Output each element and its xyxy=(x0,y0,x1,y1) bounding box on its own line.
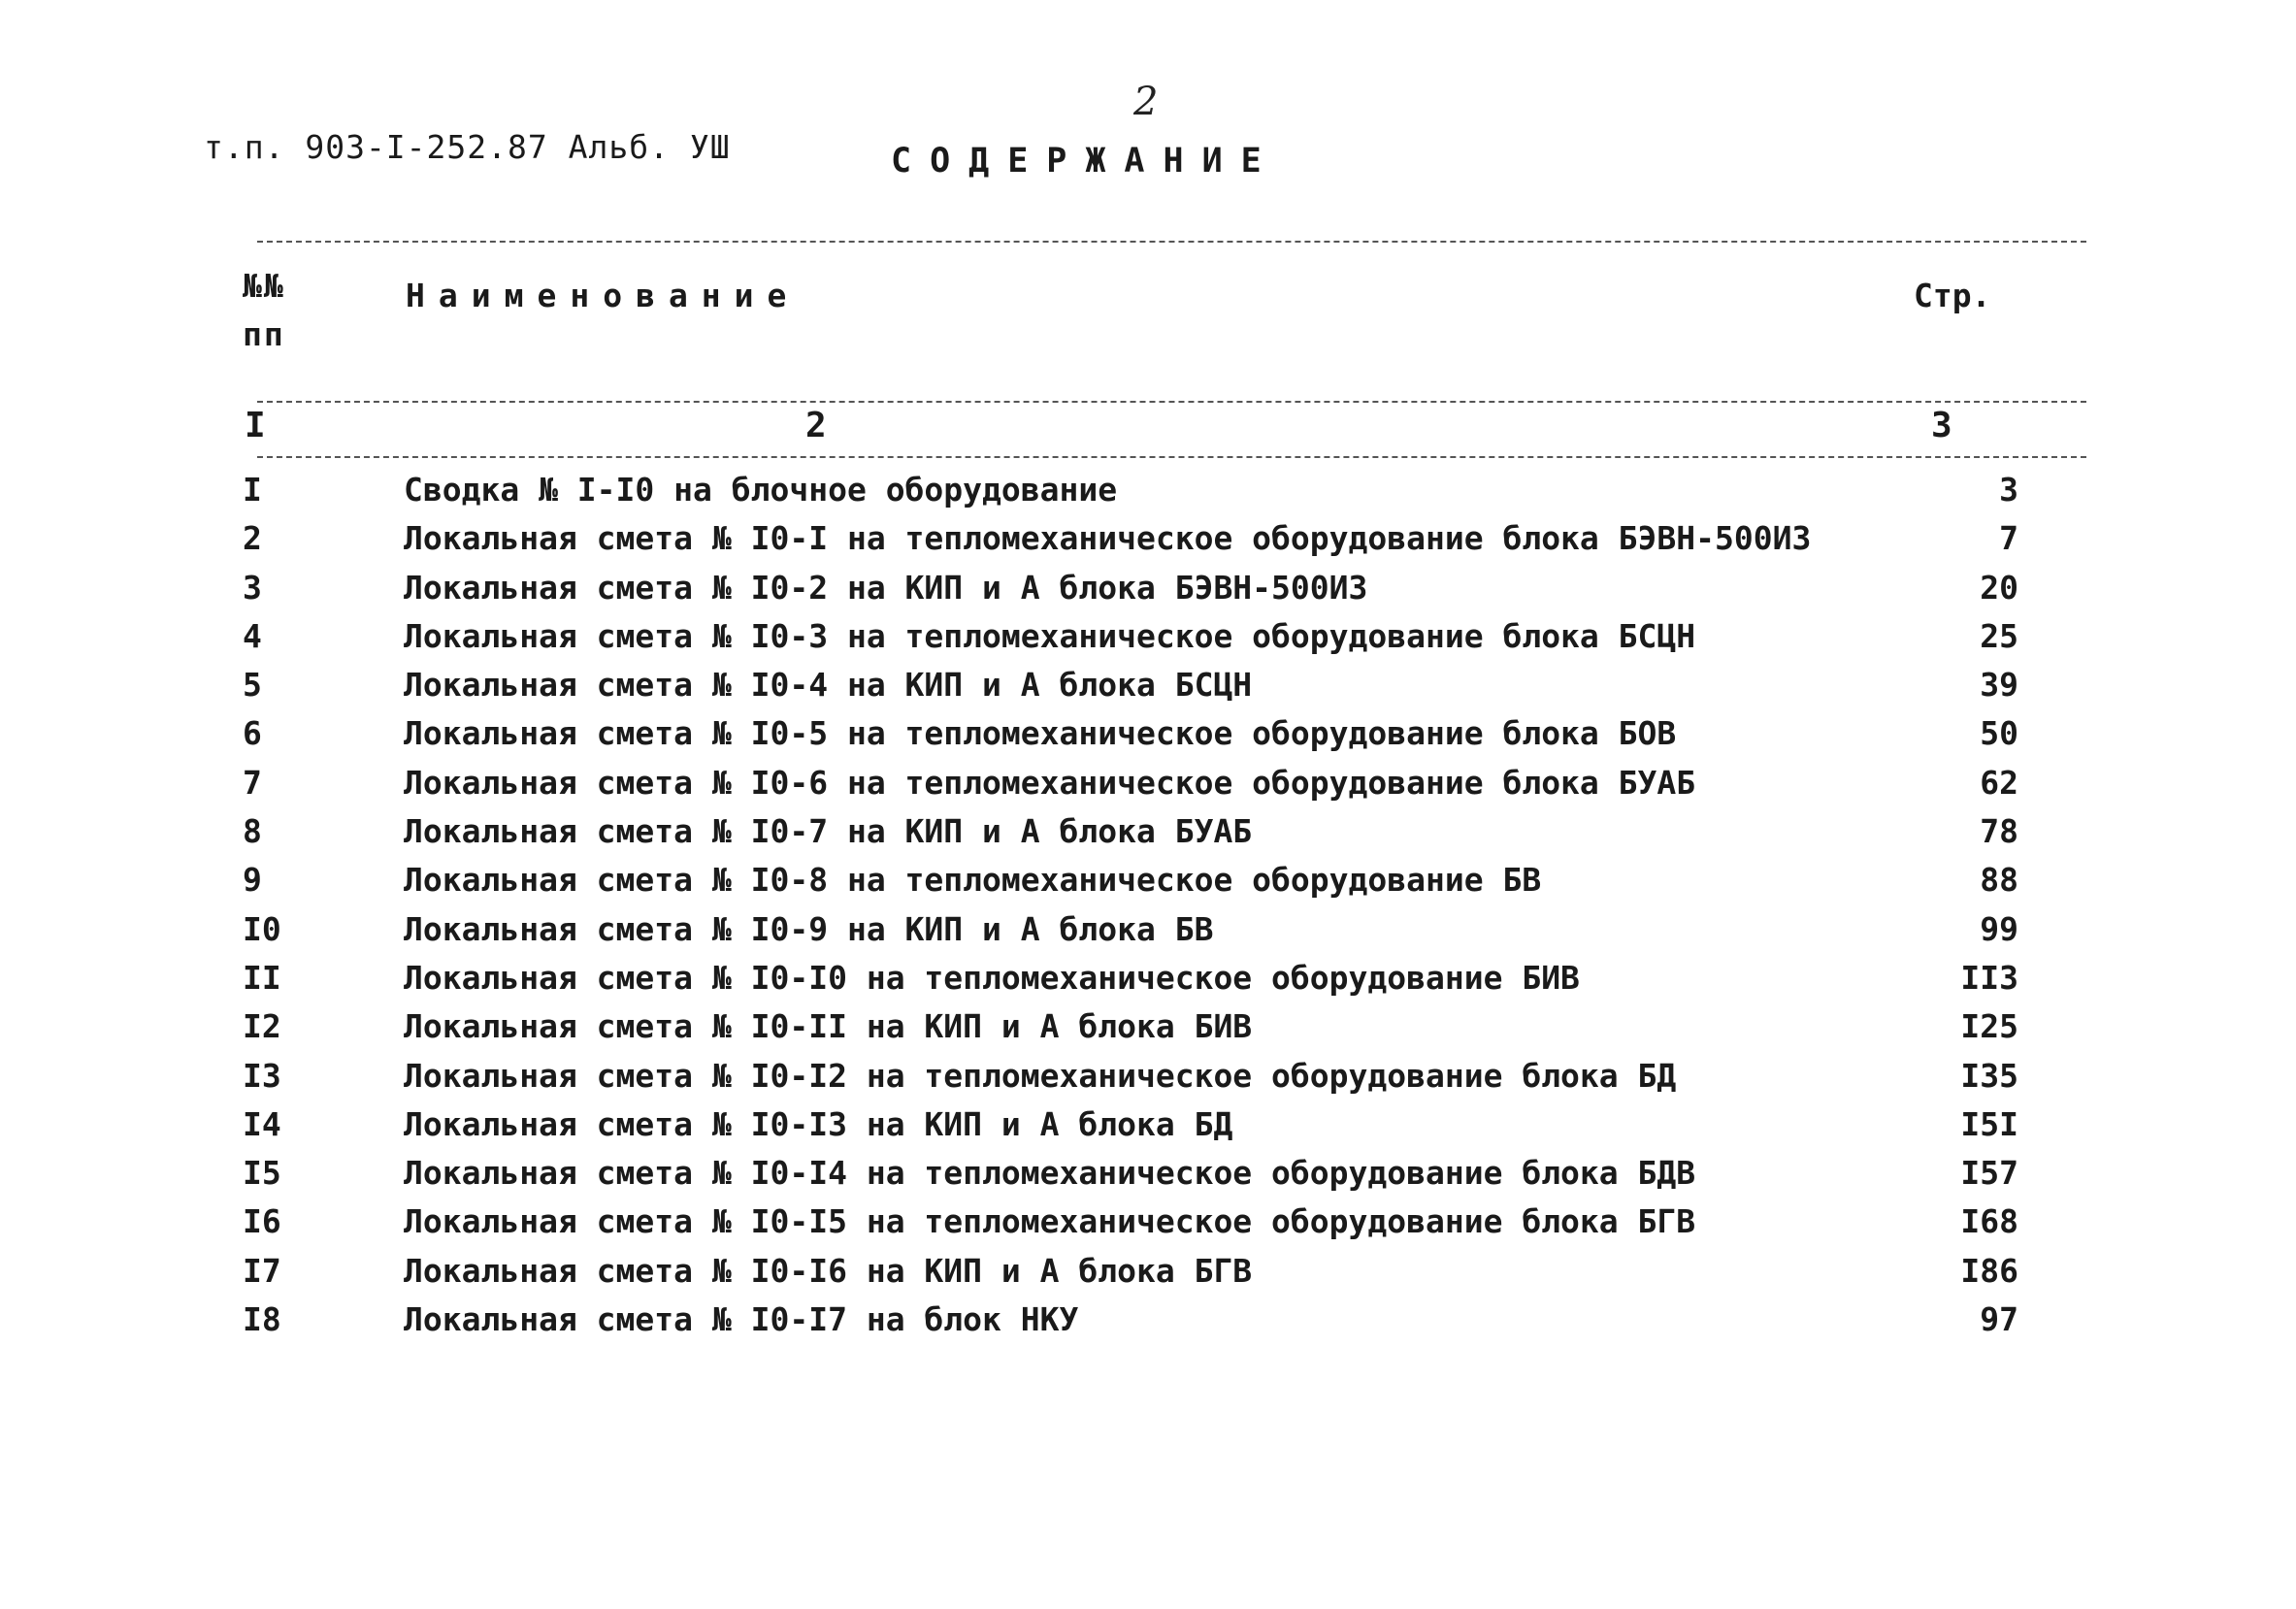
row-page: 50 xyxy=(1980,714,2018,753)
column-number-1: I xyxy=(245,406,266,445)
contents-list xyxy=(243,466,2018,1344)
row-page: 7 xyxy=(1999,519,2018,558)
row-page: I86 xyxy=(1960,1251,2018,1290)
table-row xyxy=(243,466,2018,514)
column-number-3: 3 xyxy=(1931,406,1952,445)
row-title: Локальная смета № I0-I5 на тепломеханическое оборудование блока БГВ xyxy=(404,1202,1696,1241)
row-page: I35 xyxy=(1960,1056,2018,1095)
table-row xyxy=(243,759,2018,807)
column-number-2: 2 xyxy=(805,406,827,445)
row-title: Локальная смета № I0-6 на тепломеханическое оборудование блока БУАБ xyxy=(404,763,1696,802)
row-number: 3 xyxy=(243,568,262,607)
column-numbers-rule xyxy=(257,456,2086,458)
header-bottom-rule xyxy=(257,401,2086,403)
table-row xyxy=(243,1198,2018,1246)
table-row xyxy=(243,954,2018,1002)
row-title: Локальная смета № I0-II на КИП и А блока БИВ xyxy=(404,1007,1253,1046)
row-page: 88 xyxy=(1980,861,2018,900)
row-title: Локальная смета № I0-I7 на блок НКУ xyxy=(404,1300,1079,1339)
row-number: I7 xyxy=(243,1251,281,1290)
table-row xyxy=(243,514,2018,563)
table-row xyxy=(243,564,2018,612)
row-page: I25 xyxy=(1960,1007,2018,1046)
table-row xyxy=(243,905,2018,954)
row-number: 4 xyxy=(243,616,262,655)
row-page: 97 xyxy=(1980,1300,2018,1339)
row-number: I4 xyxy=(243,1104,281,1143)
row-title: Локальная смета № I0-I на тепломеханическое оборудование блока БЭВН-500ИЗ xyxy=(404,519,1812,558)
row-number: I2 xyxy=(243,1007,281,1046)
table-row xyxy=(243,1052,2018,1100)
row-page: 20 xyxy=(1980,568,2018,607)
row-title: Локальная смета № I0-4 на КИП и А блока БСЦН xyxy=(404,666,1253,705)
row-number: I0 xyxy=(243,909,281,948)
table-row xyxy=(243,709,2018,758)
row-page: 99 xyxy=(1980,909,2018,948)
row-title: Локальная смета № I0-7 на КИП и А блока БУАБ xyxy=(404,812,1253,851)
row-title: Локальная смета № I0-9 на КИП и А блока БВ xyxy=(404,909,1214,948)
row-title: Локальная смета № I0-I0 на тепломеханическое оборудование БИВ xyxy=(404,958,1580,997)
row-number: 8 xyxy=(243,812,262,851)
row-title: Локальная смета № I0-8 на тепломеханическое оборудование БВ xyxy=(404,861,1542,900)
table-row xyxy=(243,1100,2018,1149)
row-page: 25 xyxy=(1980,616,2018,655)
table-row xyxy=(243,807,2018,856)
table-row xyxy=(243,661,2018,709)
row-number: 7 xyxy=(243,763,262,802)
row-page: I68 xyxy=(1960,1202,2018,1241)
row-number: 6 xyxy=(243,714,262,753)
row-page: 78 xyxy=(1980,812,2018,851)
row-number: I xyxy=(243,471,262,509)
row-title: Локальная смета № I0-I4 на тепломеханическое оборудование блока БДВ xyxy=(404,1154,1696,1193)
row-title: Локальная смета № I0-I6 на КИП и А блока БГВ xyxy=(404,1251,1253,1290)
row-title: Локальная смета № I0-3 на тепломеханическое оборудование блока БСЦН xyxy=(404,616,1696,655)
table-row xyxy=(243,1247,2018,1296)
row-title: Локальная смета № I0-5 на тепломеханическое оборудование блока БОВ xyxy=(404,714,1677,753)
row-number: 5 xyxy=(243,666,262,705)
column-header-name: Наименование xyxy=(406,277,801,314)
column-header-number: №№ пп xyxy=(243,267,285,353)
row-title: Сводка № I-I0 на блочное оборудование xyxy=(404,471,1118,509)
table-row xyxy=(243,612,2018,661)
row-number: I8 xyxy=(243,1300,281,1339)
table-row xyxy=(243,1002,2018,1051)
row-number: 9 xyxy=(243,861,262,900)
page-number: 2 xyxy=(1133,80,1159,124)
row-title: Локальная смета № I0-I3 на КИП и А блока БД xyxy=(404,1104,1233,1143)
column-header-page: Стр. xyxy=(1914,277,1991,314)
row-title: Локальная смета № I0-2 на КИП и А блока БЭВН-500ИЗ xyxy=(404,568,1368,607)
row-page: 39 xyxy=(1980,666,2018,705)
row-page: 62 xyxy=(1980,763,2018,802)
document-code: т.п. 903-I-252.87 Альб. УШ xyxy=(204,128,731,166)
row-number: I3 xyxy=(243,1056,281,1095)
table-row xyxy=(243,856,2018,904)
table-row xyxy=(243,1149,2018,1198)
row-title: Локальная смета № I0-I2 на тепломеханическое оборудование блока БД xyxy=(404,1056,1677,1095)
page-title: СОДЕРЖАНИЕ xyxy=(891,142,1280,181)
row-number: I5 xyxy=(243,1154,281,1193)
table-top-rule xyxy=(257,241,2086,243)
row-number: II xyxy=(243,958,281,997)
row-page: II3 xyxy=(1960,958,2018,997)
table-row xyxy=(243,1296,2018,1344)
row-number: I6 xyxy=(243,1202,281,1241)
row-page: I5I xyxy=(1960,1104,2018,1143)
row-number: 2 xyxy=(243,519,262,558)
row-page: 3 xyxy=(1999,471,2018,509)
row-page: I57 xyxy=(1960,1154,2018,1193)
